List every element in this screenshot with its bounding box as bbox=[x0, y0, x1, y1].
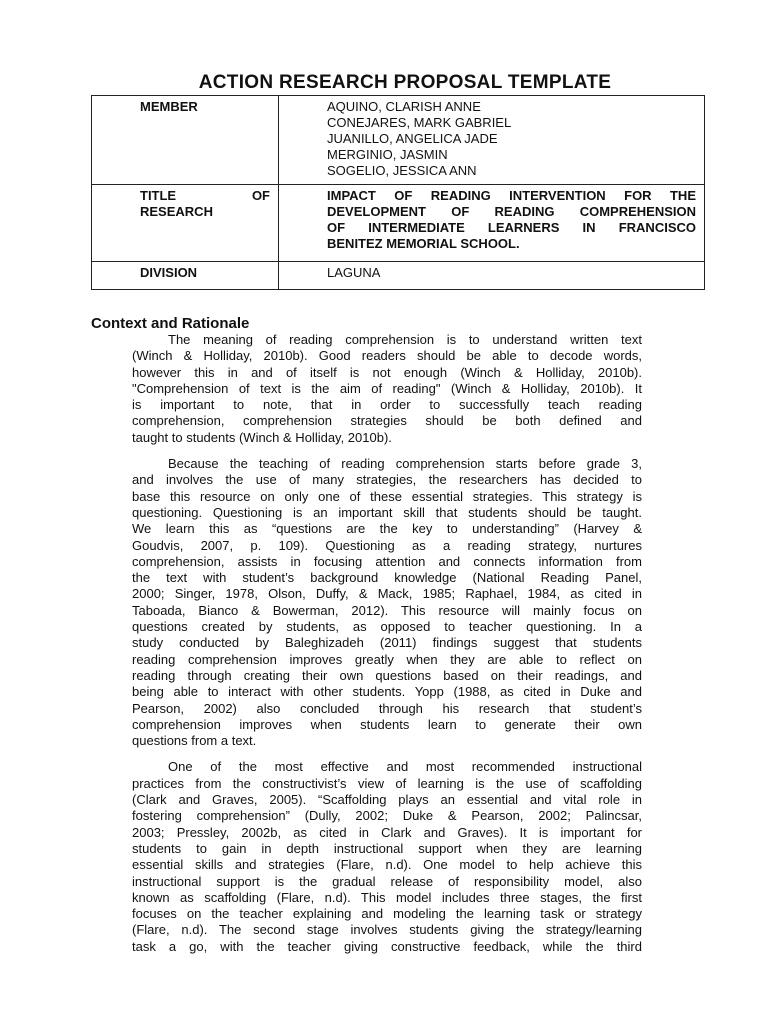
text-line: taught to students (Winch & Holliday, 2010b). bbox=[132, 429, 392, 445]
research-title-line: OF INTERMEDIATE LEARNERS IN FRANCISCO bbox=[327, 220, 696, 235]
text-line: Because the teaching of reading comprehension starts before grade 3, bbox=[168, 456, 642, 472]
text-line: comprehension, assists in focusing attention and connects information from bbox=[132, 553, 642, 569]
text-line: essential skills and strategies (Flare, n.d). One model to help achieve this bbox=[132, 857, 642, 873]
division-value: LAGUNA bbox=[279, 262, 705, 290]
text-line: The meaning of reading comprehension is to understand written text bbox=[168, 332, 642, 347]
of-label-word: OF bbox=[251, 188, 270, 203]
text-line: fostering comprehension” (Dully, 2002; Duke & Pearson, 2002; Palincsar, bbox=[132, 808, 642, 824]
text-line: (Clark and Graves, 2005). “Scaffolding plays an essential and vital role in bbox=[132, 792, 642, 808]
text-line: students to gain in depth instructional support when they are learning bbox=[132, 840, 642, 856]
research-title-line: IMPACT OF READING INTERVENTION FOR THE bbox=[327, 188, 696, 203]
text-line: comprehension, comprehension strategies should be both defined and bbox=[132, 413, 642, 429]
text-line: and involves the use of many strategies, the researchers has decided to bbox=[132, 472, 642, 488]
section-heading-context: Context and Rationale bbox=[91, 315, 250, 332]
proposal-info-table bbox=[91, 95, 705, 290]
paragraph-1 bbox=[132, 332, 642, 446]
text-line: focuses on the teacher explaining and modeling the learning task or strategy bbox=[132, 906, 642, 922]
text-line: Pearson, 2002) also concluded through his research that student’s bbox=[132, 700, 642, 716]
document-title: ACTION RESEARCH PROPOSAL TEMPLATE bbox=[198, 72, 612, 93]
text-line: reading comprehension improves greatly when they are able to reflect on bbox=[132, 651, 642, 667]
research-title bbox=[279, 185, 705, 262]
member-label: MEMBER bbox=[92, 96, 279, 185]
title-of-research-label bbox=[92, 185, 279, 262]
text-line: is important to note, that in order to successfully teach reading bbox=[132, 397, 642, 413]
research-label-word: RESEARCH bbox=[140, 204, 213, 219]
research-title-line: DEVELOPMENT OF READING COMPREHENSION bbox=[327, 204, 696, 219]
text-line: 2003; Pressley, 2002b, as cited in Clark and Graves). It is important for bbox=[132, 824, 642, 840]
text-line: task a go, with the teacher giving constructive feedback, while the third bbox=[132, 938, 642, 954]
member-name: AQUINO, CLARISH ANNE bbox=[327, 99, 481, 114]
text-line: Goudvis, 2007, p. 109). Questioning as a reading strategy, nurtures bbox=[132, 537, 642, 553]
division-row bbox=[92, 262, 705, 290]
text-line: We learn this as “questions are the key to understanding” (Harvey & bbox=[132, 521, 642, 537]
text-line: questions from a text. bbox=[132, 733, 257, 749]
title-row bbox=[92, 185, 705, 262]
text-line: (Winch & Holliday, 2010b). Good readers should be able to decode words, bbox=[132, 348, 642, 364]
text-line: One of the most effective and most recommended instructional bbox=[168, 759, 642, 775]
member-name: MERGINIO, JASMIN bbox=[327, 147, 448, 162]
text-line: reading through creating their own questions based on their readings, and bbox=[132, 667, 642, 683]
text-line: (Flare, n.d). The second stage involves students giving the strategy/learning bbox=[132, 922, 642, 938]
member-name: CONEJARES, MARK GABRIEL bbox=[327, 115, 512, 130]
text-line: 2000; Singer, 1978, Olson, Duffy, & Mack, 1985; Raphael, 1984, as cited in bbox=[132, 586, 642, 602]
text-line: known as scaffolding (Flare, n.d). This model includes three stages, the first bbox=[132, 889, 642, 905]
text-line: the text with student’s background knowledge (National Reading Panel, bbox=[132, 570, 642, 586]
text-line: comprehension improves when students learn to generate their own bbox=[132, 716, 642, 732]
paragraph-3 bbox=[132, 759, 642, 955]
text-line: instructional support is the gradual release of responsibility model, also bbox=[132, 873, 642, 889]
division-label: DIVISION bbox=[92, 262, 279, 290]
member-row bbox=[92, 96, 705, 185]
member-name: JUANILLO, ANGELICA JADE bbox=[327, 131, 498, 146]
research-title-line: BENITEZ MEMORIAL SCHOOL. bbox=[327, 236, 520, 251]
text-line: however this in and of itself is not enough (Winch & Holliday, 2010b). bbox=[132, 364, 642, 380]
title-label-word: TITLE bbox=[140, 188, 177, 203]
member-name: SOGELIO, JESSICA ANN bbox=[327, 163, 477, 178]
text-line: practices from the constructivist’s view of learning is the use of scaffolding bbox=[132, 775, 642, 791]
text-line: "Comprehension of text is the aim of reading" (Winch & Holliday, 2010b). It bbox=[132, 380, 642, 396]
text-line: being able to interact with other students. Yopp (1988, as cited in Duke and bbox=[132, 684, 642, 700]
member-list bbox=[279, 96, 705, 185]
text-line: questioning. Questioning is an important skill that students should be taught. bbox=[132, 504, 642, 520]
text-line: questions created by students, as opposed to teacher questioning. In a bbox=[132, 619, 642, 635]
context-body bbox=[132, 332, 642, 965]
text-line: study conducted by Baleghizadeh (2011) findings suggest that students bbox=[132, 635, 642, 651]
text-line: base this resource on only one of these essential strategies. This strategy is bbox=[132, 488, 642, 504]
text-line: Taboada, Bianco & Bowerman, 2012). This resource will mainly focus on bbox=[132, 602, 642, 618]
paragraph-2 bbox=[132, 456, 642, 749]
